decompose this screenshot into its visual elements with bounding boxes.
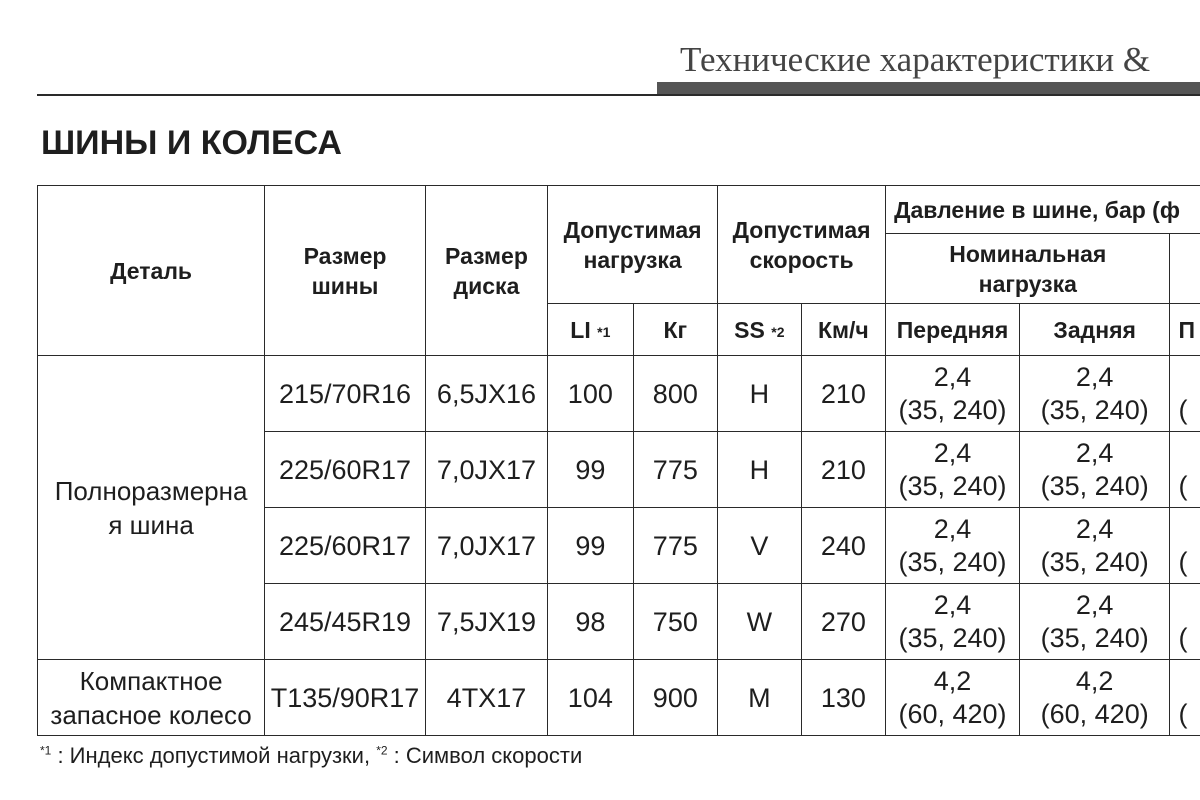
- cut-line2: (: [1178, 546, 1188, 577]
- cell-cut: [1170, 508, 1200, 584]
- header-speed-line2: скорость: [749, 246, 854, 273]
- front-psi-kpa: (35, 240): [898, 470, 1007, 501]
- rear-bar: 2,4: [1075, 589, 1114, 620]
- header-rule: [37, 94, 1200, 96]
- footnote-mark-2: *2: [376, 743, 388, 758]
- group-full-size-line1: Полноразмерна: [54, 475, 248, 506]
- cell-ss: V: [718, 508, 802, 584]
- tires-wheels-table: [37, 185, 1200, 736]
- front-bar: 2,4: [933, 589, 972, 620]
- header-part: Деталь: [38, 186, 265, 356]
- header-li-footnote-mark: *1: [597, 323, 611, 340]
- cell-rim: 6,5JX16: [425, 356, 547, 432]
- cell-rear-pressure: [1019, 584, 1170, 660]
- cell-front-pressure: [886, 660, 1020, 736]
- cell-front-pressure: [886, 432, 1020, 508]
- front-bar: 2,4: [933, 437, 972, 468]
- header-kg: Кг: [633, 304, 718, 356]
- footnote: [40, 743, 582, 769]
- footnote-mark-1: *1: [40, 743, 52, 758]
- cell-li: 98: [548, 584, 633, 660]
- header-rim-size-line2: диска: [453, 272, 520, 299]
- header-tire-size-line1: Размер: [303, 242, 387, 269]
- cell-kg: 775: [633, 432, 718, 508]
- header-pressure: Давление в шине, бар (ф: [886, 186, 1200, 234]
- header-ss-footnote-mark: *2: [771, 323, 785, 340]
- group-full-size-line2: я шина: [108, 509, 194, 540]
- header-load-line1: Допустимая: [563, 216, 702, 243]
- cell-kmh: 130: [801, 660, 886, 736]
- header-ss: [718, 304, 802, 356]
- group-compact-line2: запасное колесо: [50, 699, 252, 730]
- cell-rim: 7,0JX17: [425, 432, 547, 508]
- front-psi-kpa: (35, 240): [898, 394, 1007, 425]
- cell-li: 100: [548, 356, 633, 432]
- header-nominal-line1: Номинальная: [949, 240, 1107, 267]
- cell-ss: H: [718, 356, 802, 432]
- header-load: [548, 186, 718, 304]
- rear-psi-kpa: (35, 240): [1040, 394, 1149, 425]
- front-bar: 4,2: [933, 665, 972, 696]
- rear-bar: 2,4: [1075, 437, 1114, 468]
- cell-cut: [1170, 584, 1200, 660]
- front-bar: 2,4: [933, 513, 972, 544]
- cut-line1: [1178, 437, 1200, 470]
- header-tire-size-line2: шины: [311, 272, 379, 299]
- cell-tire: 245/45R19: [265, 584, 426, 660]
- header-rear: Задняя: [1019, 304, 1170, 356]
- cell-kmh: 240: [801, 508, 886, 584]
- header-kmh: Км/ч: [801, 304, 886, 356]
- cell-tire: 225/60R17: [265, 432, 426, 508]
- cut-line1: [1178, 513, 1200, 546]
- header-rim-size: [425, 186, 547, 356]
- cell-rim: 7,0JX17: [425, 508, 547, 584]
- cell-rear-pressure: [1019, 432, 1170, 508]
- rear-psi-kpa: (60, 420): [1040, 698, 1149, 729]
- cut-line2: (: [1178, 698, 1188, 729]
- header-tire-size: [265, 186, 426, 356]
- header-rim-size-line1: Размер: [445, 242, 528, 269]
- rear-psi-kpa: (35, 240): [1040, 470, 1149, 501]
- cell-ss: H: [718, 432, 802, 508]
- header-front: Передняя: [886, 304, 1020, 356]
- cut-line2: (: [1178, 470, 1188, 501]
- group-compact-spare: [38, 660, 265, 736]
- cell-kmh: 210: [801, 432, 886, 508]
- cell-front-pressure: [886, 508, 1020, 584]
- rear-psi-kpa: (35, 240): [1040, 546, 1149, 577]
- rear-psi-kpa: (35, 240): [1040, 622, 1149, 653]
- cell-li: 104: [548, 660, 633, 736]
- cut-line1: [1178, 589, 1200, 622]
- cell-tire: T135/90R17: [265, 660, 426, 736]
- cell-kmh: 270: [801, 584, 886, 660]
- footnote-text-2: : Символ скорости: [387, 743, 583, 768]
- cell-cut: [1170, 356, 1200, 432]
- section-title: ШИНЫ И КОЛЕСА: [41, 124, 342, 162]
- header-nominal-line2: нагрузка: [978, 270, 1077, 297]
- front-psi-kpa: (35, 240): [898, 546, 1007, 577]
- table-row: [38, 660, 1200, 736]
- cell-li: 99: [548, 508, 633, 584]
- cell-front-pressure: [886, 356, 1020, 432]
- header-next-col: П: [1170, 304, 1200, 356]
- front-bar: 2,4: [933, 361, 972, 392]
- cell-kmh: 210: [801, 356, 886, 432]
- cut-line2: (: [1178, 394, 1188, 425]
- cell-rear-pressure: [1019, 356, 1170, 432]
- footnote-text-1: : Индекс допустимой нагрузки,: [51, 743, 377, 768]
- group-compact-line1: Компактное: [79, 665, 223, 696]
- header-cut-column: [1170, 234, 1200, 304]
- header-speed: [718, 186, 886, 304]
- cell-kg: 800: [633, 356, 718, 432]
- rear-bar: 2,4: [1075, 513, 1114, 544]
- header-load-line2: нагрузка: [583, 246, 682, 273]
- page-header-title: Технические характеристики &: [680, 40, 1151, 79]
- cell-rear-pressure: [1019, 660, 1170, 736]
- cell-rear-pressure: [1019, 508, 1170, 584]
- header-li: [548, 304, 633, 356]
- header-ss-label: SS: [734, 316, 765, 343]
- cell-kg: 750: [633, 584, 718, 660]
- front-psi-kpa: (35, 240): [898, 622, 1007, 653]
- cell-rim: 7,5JX19: [425, 584, 547, 660]
- header-nominal-load: [886, 234, 1170, 304]
- cell-ss: M: [718, 660, 802, 736]
- cell-rim: 4TX17: [425, 660, 547, 736]
- cell-tire: 225/60R17: [265, 508, 426, 584]
- cell-li: 99: [548, 432, 633, 508]
- header-speed-line1: Допустимая: [732, 216, 871, 243]
- cut-line1: [1178, 665, 1200, 698]
- cut-line1: [1178, 361, 1200, 394]
- cell-tire: 215/70R16: [265, 356, 426, 432]
- cell-front-pressure: [886, 584, 1020, 660]
- table-row: [38, 356, 1200, 432]
- cell-ss: W: [718, 584, 802, 660]
- header-li-label: LI: [570, 316, 591, 343]
- rear-bar: 4,2: [1075, 665, 1114, 696]
- front-psi-kpa: (60, 420): [898, 698, 1007, 729]
- cut-line2: (: [1178, 622, 1188, 653]
- cell-cut: [1170, 432, 1200, 508]
- rear-bar: 2,4: [1075, 361, 1114, 392]
- cell-cut: [1170, 660, 1200, 736]
- cell-kg: 775: [633, 508, 718, 584]
- cell-kg: 900: [633, 660, 718, 736]
- group-full-size: [38, 356, 265, 660]
